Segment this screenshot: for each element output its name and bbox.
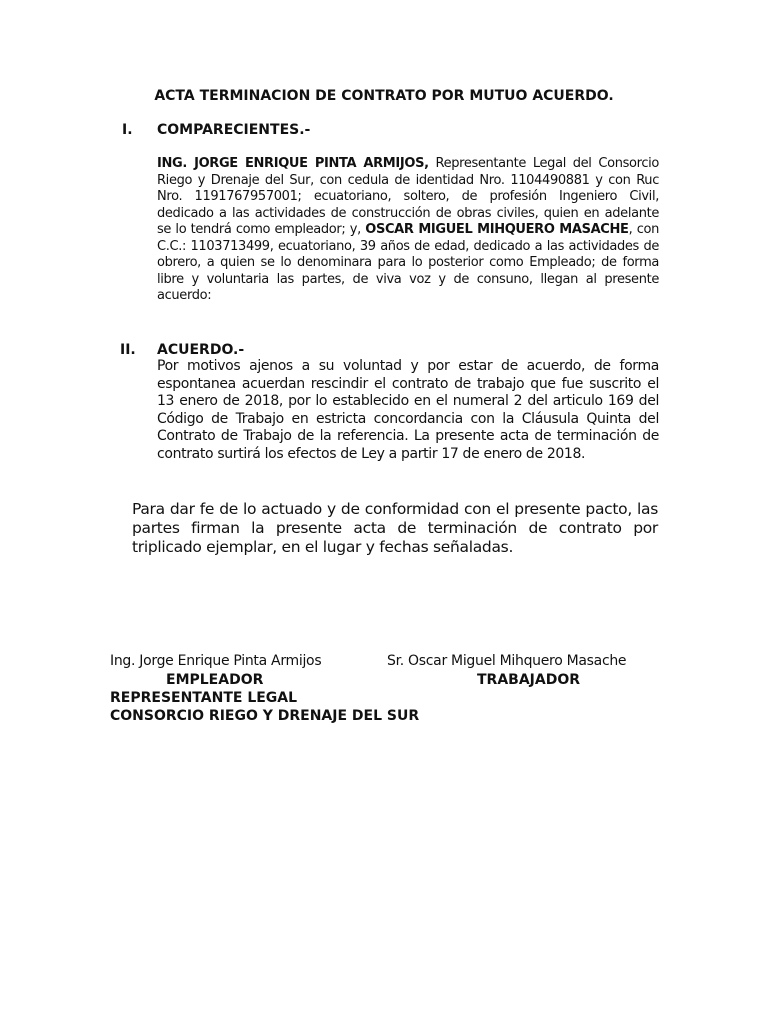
employer-title-company: CONSORCIO RIEGO Y DRENAJE DEL SUR: [110, 708, 420, 724]
section-1-number: I.: [122, 122, 133, 138]
party-2-text: , con C.C.: 1103713499, ecuatoriano, 39 años de edad, dedicado a las actividades de obrero, a quien se lo denominara para lo posterior como Empleado; de forma libre y voluntaria las partes, de viva voz y de consuno, llegan al presente acuerdo:: [157, 222, 660, 303]
section-2-number: II.: [120, 342, 136, 358]
party-1-name: ING. JORGE ENRIQUE PINTA ARMIJOS,: [157, 156, 429, 171]
acuerdo-paragraph: Por motivos ajenos a su voluntad y por estar de acuerdo, de forma espontanea acuerdan rescindir el contrato de trabajo que fue suscrito el 13 enero de 2018, por lo establecido en el numeral 2 del articulo 169 del Código de Trabajo en estricta concordancia con la Cláusula Quinta del Contrato de Trabajo de la referencia. La presente acta de terminación de contrato surtirá los efectos de Ley a partir 17 de enero de 2018.: [157, 358, 659, 462]
comparecientes-paragraph: [157, 156, 659, 305]
employer-signature-name: Ing. Jorge Enrique Pinta Armijos: [110, 653, 322, 669]
employer-role: EMPLEADOR: [166, 672, 264, 688]
document-title: ACTA TERMINACION DE CONTRATO POR MUTUO ACUERDO.: [154, 88, 614, 104]
closing-paragraph: Para dar fe de lo actuado y de conformidad con el presente pacto, las partes firman la presente acta de terminación de contrato por triplicado ejemplar, en el lugar y fechas señaladas.: [132, 500, 658, 556]
section-1-heading: COMPARECIENTES.-: [157, 122, 311, 138]
party-1-text: Representante Legal del Consorcio Riego y Drenaje del Sur, con cedula de identidad Nro. 1104490881 y con Ruc Nro. 1191767957001; ecuatoriano, soltero, de profesión Ingeniero Civil, dedicado a las actividades de construcción de obras civiles, quien en adelante se lo tendrá como empleador; y,: [157, 156, 659, 237]
section-2-heading: ACUERDO.-: [157, 342, 245, 358]
worker-role: TRABAJADOR: [477, 672, 581, 688]
employer-title-representative: REPRESENTANTE LEGAL: [110, 690, 298, 706]
party-2-name: OSCAR MIGUEL MIHQUERO MASACHE: [365, 222, 629, 237]
worker-signature-name: Sr. Oscar Miguel Mihquero Masache: [387, 653, 627, 669]
